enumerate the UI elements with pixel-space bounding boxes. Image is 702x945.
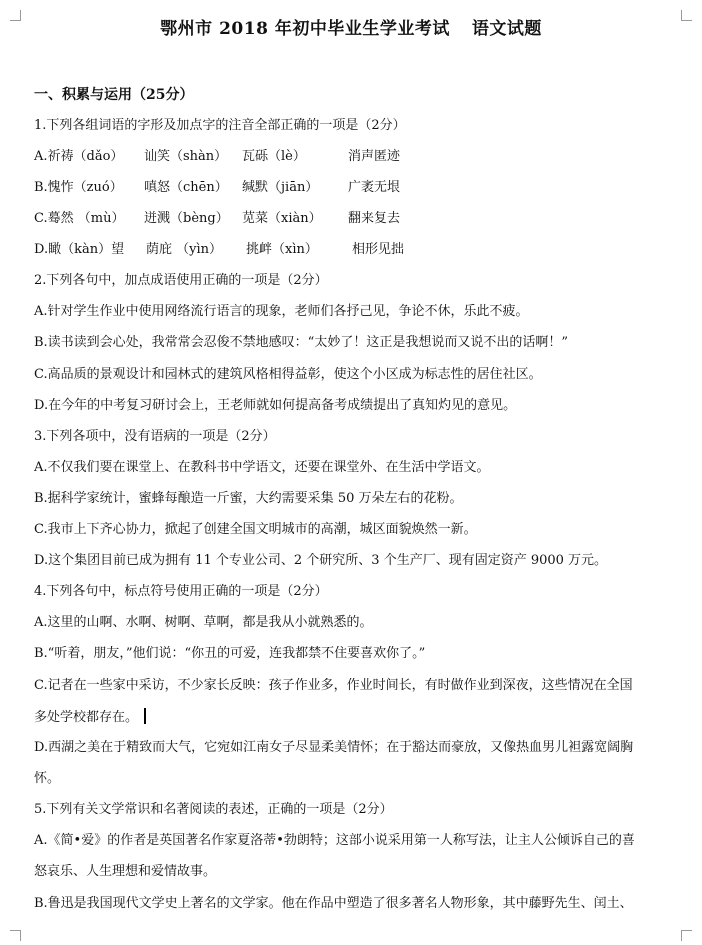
q1-b-item-2: 嗔怒（chēn）	[144, 180, 228, 195]
title-exam: 鄂州市 2018 年初中毕业生学业考试	[160, 19, 450, 39]
title-subject: 语文试题	[471, 19, 542, 39]
question-4-option-c-line-2[interactable]	[34, 708, 146, 727]
q1-c-item-3: 苋菜（xiàn）	[242, 211, 322, 226]
q1-b-item-3: 缄默（jiān）	[242, 180, 319, 195]
question-2-stem: 2.下列各句中，加点成语使用正确的一项是（2分）	[34, 273, 328, 288]
question-3-option-a: A.不仅我们要在课堂上、在教科书中学语文，还要在课堂外、在生活中学语文。	[34, 460, 490, 475]
q4-c-continuation: 多处学校都存在。	[34, 710, 139, 725]
q1-a-item-4: 消声匿迹	[348, 149, 401, 164]
q1-c-item-4: 翻来复去	[348, 211, 401, 226]
question-4-option-d-line-1: D.西湖之美在于精致而大气，它宛如江南女子尽显柔美情怀；在于豁达而豪放，又像热血男儿袒露宽阔胸	[34, 740, 634, 755]
question-2-option-a: A.针对学生作业中使用网络流行语言的现象，老师们各抒己见，争论不休，乐此不疲。	[34, 304, 529, 319]
document-title	[0, 14, 702, 39]
question-5-option-a-line-2: 怒哀乐、人生理想和爱情故事。	[34, 864, 217, 879]
q1-d-item-1: D.瞰（kàn）望	[34, 242, 125, 257]
question-5-stem: 5.下列有关文学常识和名著阅读的表述，正确的一项是（2分）	[34, 802, 393, 817]
q1-c-item-2: 迸溅（bèng）	[144, 211, 229, 226]
text-cursor	[144, 708, 146, 724]
q1-c-item-1: C.蓦然 （mù）	[34, 211, 125, 226]
question-3-stem: 3.下列各项中，没有语病的一项是（2分）	[34, 429, 276, 444]
question-4-option-a: A.这里的山啊、水啊、树啊、草啊，都是我从小就熟悉的。	[34, 615, 373, 630]
question-4-option-d-line-2: 怀。	[34, 771, 61, 786]
question-3-option-b: B.据科学家统计，蜜蜂每酿造一斤蜜，大约需要采集 50 万朵左右的花粉。	[34, 491, 463, 506]
question-3-option-c: C.我市上下齐心协力，掀起了创建全国文明城市的高潮，城区面貌焕然一新。	[34, 522, 477, 537]
question-2-option-c: C.高品质的景观设计和园林式的建筑风格相得益彰，使这个小区成为标志性的居住社区。	[34, 367, 542, 382]
question-4-stem: 4.下列各句中，标点符号使用正确的一项是（2分）	[34, 584, 328, 599]
question-4-option-c-line-1: C.记者在一些家中采访，不少家长反映：孩子作业多，作业时间长，有时做作业到深夜，这些情况在全国	[34, 678, 633, 693]
q1-a-item-3: 瓦砾（lè）	[242, 149, 306, 164]
page-corner-marker	[10, 930, 21, 941]
question-1-stem: 1.下列各组词语的字形及加点字的注音全部正确的一项是（2分）	[34, 118, 406, 133]
q1-a-item-1: A.祈祷（dǎo）	[34, 149, 124, 164]
question-2-option-d: D.在今年的中考复习研讨会上，王老师就如何提高备考成绩提出了真知灼见的意见。	[34, 398, 517, 413]
q1-a-item-2: 讪笑（shàn）	[144, 149, 228, 164]
q1-d-item-3: 挑衅（xìn）	[246, 242, 318, 257]
section-heading: 一、积累与运用（25分）	[34, 87, 194, 103]
question-5-option-a-line-1: A.《简•爱》的作者是英国著名作家夏洛蒂•勃朗特；这部小说采用第一人称写法，让主人公倾诉自己的喜	[34, 833, 635, 848]
q1-b-item-4: 广袤无垠	[348, 180, 401, 195]
question-5-option-b-line-1: B.鲁迅是我国现代文学史上著名的文学家。他在作品中塑造了很多著名人物形象，其中藤野先生、闰土、	[34, 896, 633, 911]
q1-b-item-1: B.愧怍（zuó）	[34, 180, 123, 195]
question-2-option-b: B.读书读到会心处，我常常会忍俊不禁地感叹：“太妙了！这正是我想说而又说不出的话啊！”	[34, 335, 568, 350]
q1-d-item-2: 荫庇 （yìn）	[146, 242, 223, 257]
page-corner-marker	[681, 930, 692, 941]
q1-d-item-4: 相形见拙	[352, 242, 405, 257]
question-3-option-d: D.这个集团目前已成为拥有 11 个专业公司、2 个研究所、3 个生产厂、现有固定资产 9000 万元。	[34, 553, 608, 568]
question-4-option-b: B.“听着，朋友，”他们说：“你丑的可爱，连我都禁不住要喜欢你了。”	[34, 646, 426, 661]
